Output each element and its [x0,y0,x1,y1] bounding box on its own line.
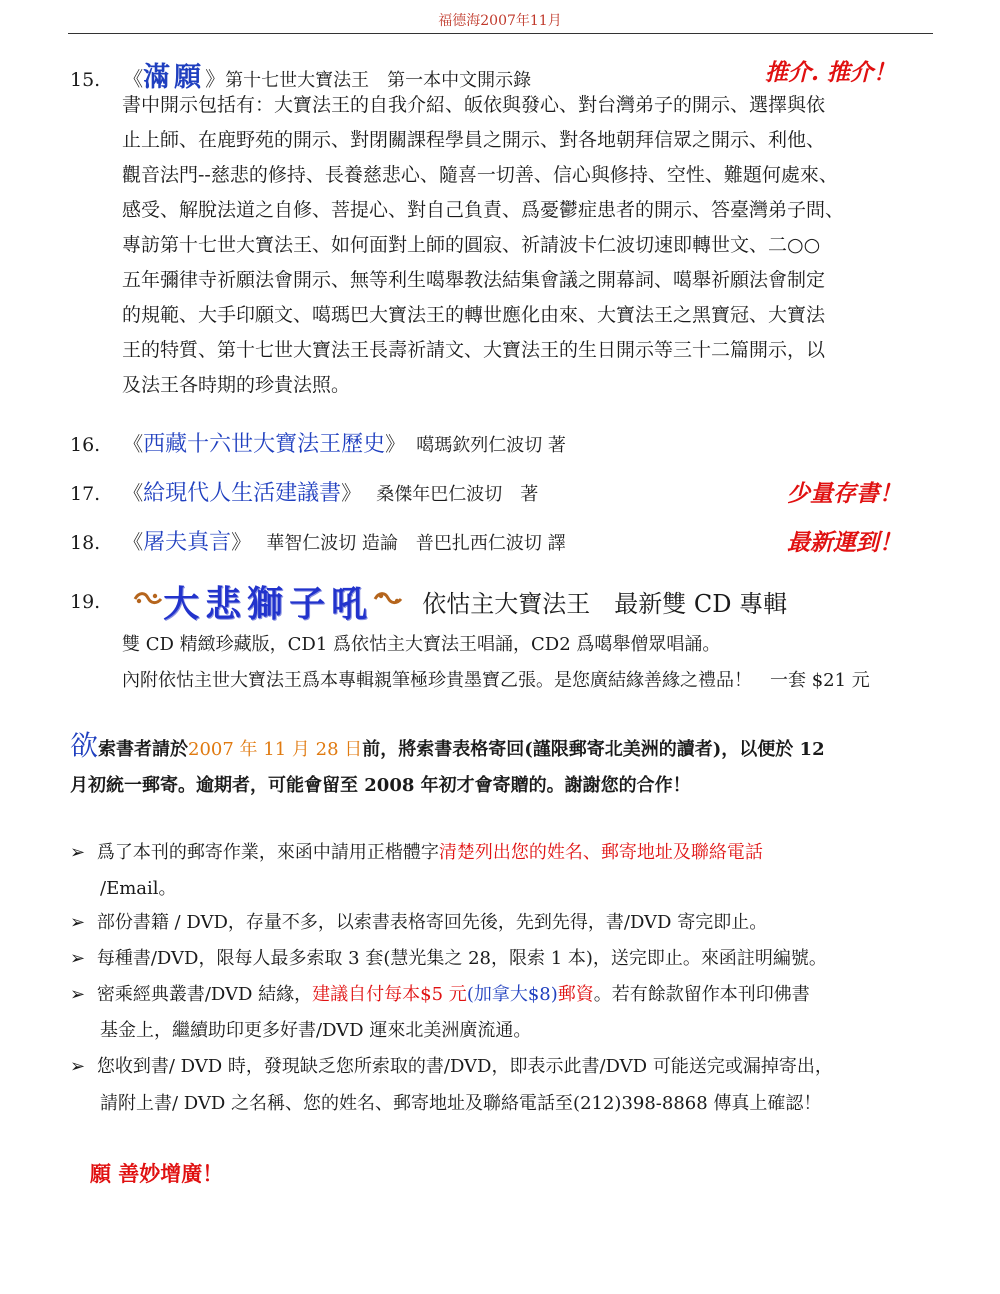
deadline-date: 2007 年 11 月 28 日 [188,739,363,760]
request-line1: 欲索書者請於2007 年 11 月 28 日前，將索書表格寄回(謹限郵寄北美洲的讀者)，以便於 12 [70,729,825,762]
request-line2: 月初統一郵寄。逾期者，可能會留至 2008 年初才會寄贈的。謝謝您的合作！ [70,775,691,796]
desc-line: 五年彌律寺祈願法會開示、無等利生噶舉教法結集會議之開幕詞、噶舉祈願法會制定 [122,269,826,291]
item-19 [70,576,787,627]
bullet-1: ➢ 爲了本刊的郵寄作業，來函中請用正楷體字清楚列出您的姓名、郵寄地址及聯絡電話 [70,842,763,863]
desc-line: 觀音法門--慈悲的修持、長養慈悲心、隨喜一切善、信心與修持、空性、難題何處來、 [122,164,838,186]
arrow-bullet-icon: ➢ [70,1056,86,1077]
desc-line: 感受、解脫法道之自修、菩提心、對自己負責、爲憂鬱症患者的開示、答臺灣弟子問、 [122,199,845,221]
book-title: 給現代人生活建議書 [143,481,342,506]
book-author: 華智仁波切 造論 普巴扎西仁波切 譯 [266,533,566,554]
bullet-1-continued: /Email。 [100,878,177,899]
book-author: 桑傑年巴仁波切 著 [376,484,539,505]
item-15: 15. 《滿願》第十七世大寶法王 第一本中文開示錄 [70,62,532,93]
desc-line: 書中開示包括有：大寶法王的自我介紹、皈依與發心、對台灣弟子的開示、選擇與依 [122,94,826,116]
book-title: 屠夫真言 [143,530,232,555]
item-number: 18. [70,532,101,554]
book-subtitle: 第十七世大寶法王 第一本中文開示錄 [225,70,532,91]
item-18: 18. 《屠夫真言》 華智仁波切 造論 普巴扎西仁波切 譯 [70,530,566,555]
album-title: 大悲獅子吼 [163,583,374,625]
arrow-bullet-icon: ➢ [70,948,86,969]
desc-line: 專訪第十七世大寶法王、如何面對上師的圓寂、祈請波卡仁波切速即轉世文、二○○ [122,234,821,256]
book-title: 西藏十六世大寶法王歷史 [143,432,386,457]
ornament-left-icon [133,589,163,614]
bullet-3: ➢ 每種書/DVD，限每人最多索取 3 套(慧光集之 28，限索 1 本)，送完即止。來函註明編號。 [70,948,827,969]
arrow-bullet-icon: ➢ [70,912,86,933]
desc-line: 的規範、大手印願文、噶瑪巴大寶法王的轉世應化由來、大寶法王之黑寶冠、大寶法 [122,304,826,326]
header-divider [68,33,933,34]
desc-line: 及法王各時期的珍貴法照。 [122,374,351,396]
ornament-right-icon [373,589,403,614]
book-title: 滿願 [143,62,206,93]
item-number: 15. [70,69,101,91]
limited-stock-note: 少量存書！ [787,480,902,507]
item-15-description [122,88,922,403]
arrow-bullet-icon: ➢ [70,842,86,863]
album-subtitle: 依怙主大寶法王 最新雙 CD 專輯 [422,590,788,618]
item-17: 17. 《給現代人生活建議書》 桑傑年巴仁波切 著 [70,481,539,506]
album-desc-line1: 雙 CD 精緻珍藏版，CD1 爲依怙主大寶法王唱誦，CD2 爲噶舉僧眾唱誦。 [122,634,721,655]
request-notice [70,728,930,804]
item-number: 19. [70,590,101,613]
desc-line: 止上師、在鹿野苑的開示、對閉關課程學員之開示、對各地朝拜信眾之開示、利他、 [122,129,826,151]
drop-cap: 欲 [70,729,99,762]
new-arrival-note: 最新運到！ [787,529,902,556]
item-number: 16. [70,434,101,456]
recommend-note: 推介. 推介！ [765,59,897,86]
bullet-4: ➢ 密乘經典叢書/DVD 結緣，建議自付每本$5 元(加拿大$8)郵資。若有餘款留作本刊印佛書 [70,984,810,1005]
desc-line: 王的特質、第十七世大寶法王長壽祈請文、大寶法王的生日開示等三十二篇開示，以 [122,339,826,361]
album-desc-line2: 內附依怙主世大寶法王爲本專輯親筆極珍貴墨寶乙張。是您廣結緣善緣之禮品！ 一套 $21 元 [122,670,870,691]
bullet-2: ➢ 部份書籍 / DVD，存量不多，以索書表格寄回先後，先到先得，書/DVD 寄完即止。 [70,912,768,933]
bullet-5: ➢ 您收到書/ DVD 時，發現缺乏您所索取的書/DVD，即表示此書/DVD 可能送完或漏掉寄出， [70,1056,833,1077]
page-header: 福德海2007年11月 [438,13,562,29]
closing-blessing: 願 善妙增廣！ [90,1161,224,1186]
item-16: 16. 《西藏十六世大寶法王歷史》 噶瑪欽列仁波切 著 [70,432,566,457]
arrow-bullet-icon: ➢ [70,984,86,1005]
bullet-5-continued: 請附上書/ DVD 之名稱、您的姓名、郵寄地址及聯絡電話至(212)398-8868 傳真上確認！ [100,1093,822,1114]
item-number: 17. [70,483,101,505]
bullet-4-continued: 基金上，繼續助印更多好書/DVD 運來北美洲廣流通。 [100,1020,532,1041]
book-author: 噶瑪欽列仁波切 著 [416,435,566,456]
